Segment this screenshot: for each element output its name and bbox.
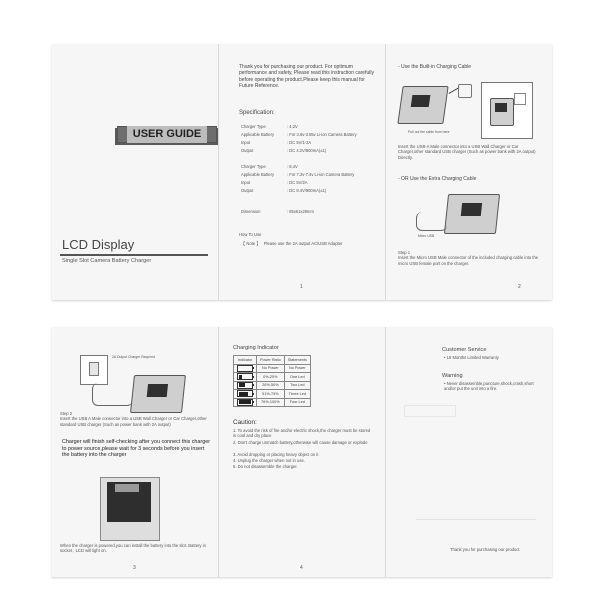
self-check-text: Charger will finish self-checking after you connect this charger to power source,please wait for 3 seconds before you insert the battery into the charger [62, 439, 211, 459]
page-number: 3 [133, 565, 136, 571]
warning-heading: Warning [442, 373, 463, 379]
battery-fill [239, 383, 245, 387]
caution-heading: Caution: [233, 419, 257, 426]
wall-plug-icon [458, 84, 472, 98]
usb-cable [92, 383, 133, 406]
spec-row: Applicable Battery : For 7.2v-7.4v Li-ion Camera Battery [241, 172, 355, 177]
note-text: Please use the 2A output AC/USB Adapter [263, 241, 343, 246]
spec-row: Charger Type : 4.2V [241, 124, 298, 129]
lcd-screen [147, 384, 168, 397]
power-ratio-cell: 26%-50% [257, 381, 285, 390]
table-row [234, 364, 311, 373]
power-ratio-cell: No Power [257, 364, 285, 373]
spec-row: Output : DC 4.2V/800mA(±1) [241, 148, 327, 153]
column-header: Power Ratio [257, 356, 285, 365]
step1-text: Step 1 Insert the Micro USB Male connector of the included charging cable into the micro USB female port on the charger. [398, 250, 539, 266]
column-header: Indicator [234, 356, 257, 365]
install-battery-text: When the charger is powered,you can install the battery into the slot. Battery in socket , LCD will light on. [60, 543, 206, 554]
cover-panel [52, 44, 218, 300]
power-ratio-cell: 51%-75% [257, 390, 285, 399]
indicator-heading: Charging Indicator [233, 345, 279, 351]
statement-cell: Two Led [284, 381, 310, 390]
statement-cell: One Led [284, 373, 310, 382]
spec-row: Input : DC 5V/2A [241, 180, 308, 185]
cover-title: LCD Display [62, 237, 135, 252]
builtin-cable-heading: - Use the Built-in Charging Cable [398, 64, 472, 70]
cover-divider [60, 254, 208, 256]
how-to-use-heading: How To Use [239, 232, 262, 237]
charger-illustration [130, 375, 186, 413]
table-row [234, 390, 311, 399]
manual-sheet-top [52, 44, 552, 300]
micro-usb-label: Micro USB [418, 234, 435, 238]
table-row [234, 373, 311, 382]
power-ratio-cell: 0%-25% [257, 373, 285, 382]
statement-cell: Four Led [284, 398, 310, 407]
wall-plug-icon [514, 93, 526, 105]
cover-subtitle: Single Slot Camera Battery Charger [62, 258, 152, 264]
step-panel [52, 327, 218, 577]
lcd-screen [115, 484, 139, 492]
page-number: 2 [518, 284, 521, 290]
battery-icon [237, 373, 253, 380]
spec-row: Output : DC 8.4V/900mA(±1) [241, 188, 327, 193]
statement-cell: Three Led [284, 390, 310, 399]
user-guide-label: USER GUIDE [127, 126, 207, 143]
table-header-row [234, 356, 311, 365]
battery-fill [239, 392, 248, 396]
thanks-text: Thank you for purchasing our product [450, 547, 520, 552]
pull-cable-label: Pull out the cable from here [408, 130, 450, 134]
show-through-mark [416, 519, 536, 520]
usb-cable [416, 212, 447, 231]
intro-text: Thank you for purchasing our product. For optimum performance and safety, Please read this instruction carefully before operating the product,Please keep this manual for Future Reference. [239, 64, 374, 90]
table-row [234, 381, 311, 390]
user-guide-banner [117, 126, 217, 143]
service-heading: Customer Service [442, 347, 487, 353]
charger-illustration [444, 194, 500, 234]
show-through-mark [404, 405, 456, 417]
battery-level-cell [234, 398, 257, 407]
battery-icon [237, 399, 253, 406]
step2-text: Step 2 Insert the USB A Male connector into a USB Wall Charger or Car Charger,other standard USB charger (Such as power bank with 2A output) [60, 411, 207, 427]
power-ratio-cell: 76%-100% [257, 398, 285, 407]
spec-heading: Specification: [239, 110, 275, 116]
battery-level-cell [234, 364, 257, 373]
customer-service-panel [386, 327, 552, 577]
note-line [239, 241, 379, 246]
warning-item: • Never disassemble,puncture,shock,crash,short and/or put the unit into a fire. [444, 381, 534, 392]
battery-icon [237, 390, 253, 397]
manual-sheet-bottom [52, 327, 552, 577]
warranty-item: • 18 Months Limited Warranty [444, 355, 499, 360]
battery-level-cell [234, 373, 257, 382]
battery-fill [239, 375, 242, 379]
charger-front-illustration [100, 477, 160, 541]
caution-item: 3. Avoid dropping or placing heavy object on it [233, 452, 319, 457]
extra-cable-heading: - OR Use the Extra Charging Cable [398, 176, 477, 182]
spec-dimension: Dimension : 85x61x29mm [241, 209, 314, 214]
charging-indicator-panel [219, 327, 385, 577]
statement-cell: No Power [284, 364, 310, 373]
adapter-required-label: 2A Output Charger Required [112, 355, 155, 359]
table-row [234, 398, 311, 407]
caution-item: 2. Don't charge unmatch battery,otherwise will cause damage or explode [233, 440, 368, 445]
caution-item: 1. To avoid the risk of fire and/or electric shock,the charger must be stored in cool and dry place [233, 428, 371, 439]
page-number: 1 [300, 284, 303, 290]
charging-cable-panel [386, 44, 552, 300]
spec-row: Input : DC 5V/1-2A [241, 140, 312, 145]
column-header: Statements [284, 356, 310, 365]
charger-illustration [490, 98, 514, 126]
battery-level-cell [234, 381, 257, 390]
battery-icon [237, 382, 253, 389]
inset-illustration [481, 82, 533, 139]
caution-item: 4. Unplug the charger when not in use. [233, 458, 305, 463]
battery-level-cell [234, 390, 257, 399]
specification-panel [219, 44, 385, 300]
caution-item: 5. Do not disassemble the charger. [233, 464, 298, 469]
indicator-table [233, 355, 311, 407]
charger-illustration [397, 86, 448, 124]
insert-usb-text: Insert the USB-A Male connector into a USB Wall Charger or Car Charger,other standard USB charger (Such as power bank with 2A output) Directly. [398, 144, 536, 160]
battery-icon [237, 365, 253, 372]
battery-fill [239, 400, 251, 404]
wall-adapter-illustration [80, 355, 108, 385]
spec-row: Applicable Battery : For 3.6v-3.85v Li-ion Camera Battery [241, 132, 357, 137]
lcd-screen [411, 95, 431, 107]
spec-row: Charger Type : 8.4V [241, 164, 298, 169]
page-number: 4 [300, 565, 303, 571]
note-tag: 【 Note 】 [241, 241, 261, 246]
lcd-screen [461, 203, 482, 216]
